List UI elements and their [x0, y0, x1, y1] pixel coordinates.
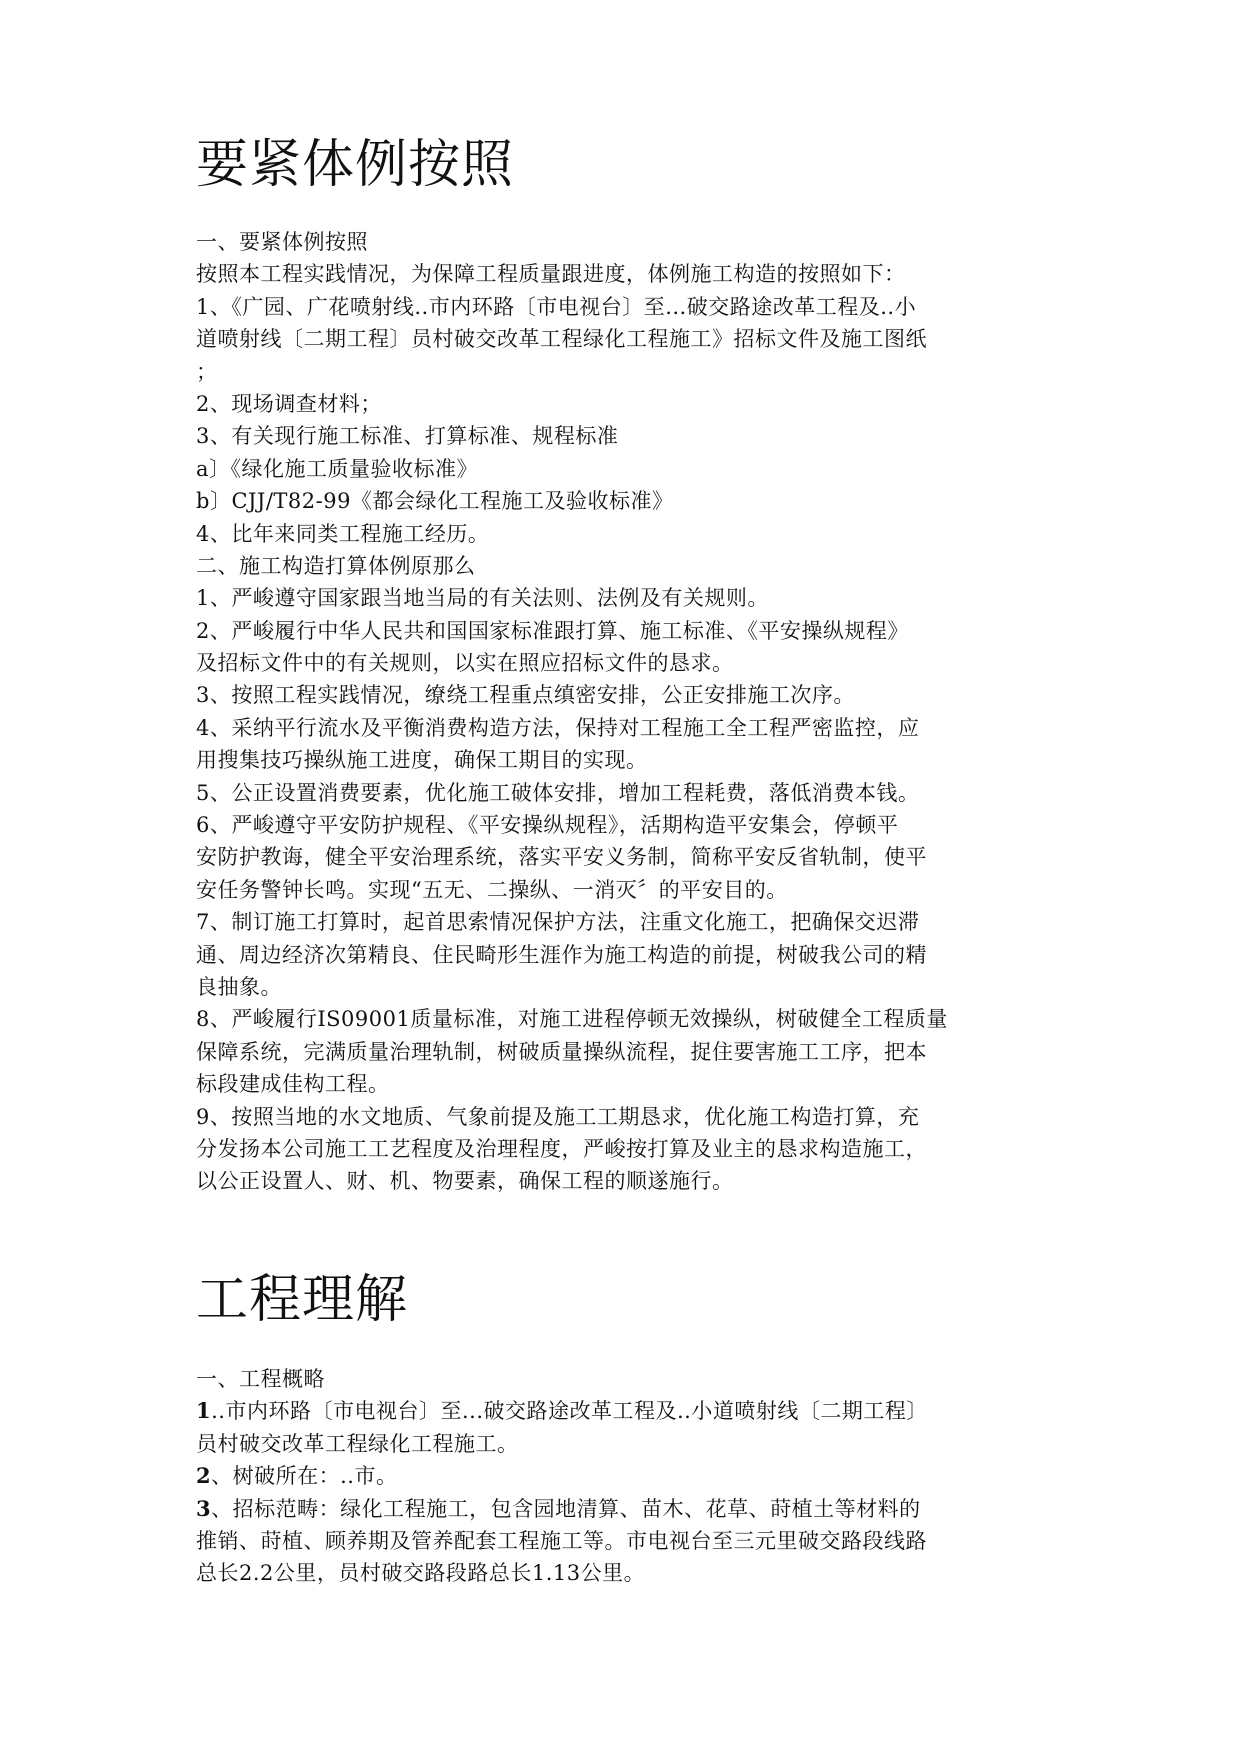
paragraph-line: b〕CJJ/T82-99《都会绿化工程施工及验收标准》 — [196, 489, 674, 514]
section-title-main-basis: 要紧体例按照 — [196, 135, 515, 195]
paragraph-line: 及招标文件中的有关规则，以实在照应招标文件的恳求。 — [196, 651, 734, 676]
paragraph-line: 2、严峻履行中华人民共和国国家标准跟打算、施工标准、《平安操纵规程》 — [196, 618, 909, 643]
paragraph-line: 通、周边经济次第精良、住民畸形生涯作为施工构造的前提，树破我公司的精 — [196, 942, 927, 967]
paragraph-line: 3、有关现行施工标准、打算标准、规程标准 — [196, 424, 619, 449]
section-title-project-understanding: 工程理解 — [196, 1270, 409, 1330]
paragraph-line: 3、按照工程实践情况，缭绕工程重点缜密安排，公正安排施工次序。 — [196, 683, 855, 708]
paragraph-line: 7、制订施工打算时，起首思索情况保护方法，注重文化施工，把确保交迟滞 — [196, 910, 920, 935]
paragraph-line: 安任务警钟长鸣。实现“五无、二操纵、一消灭〞的平安目的。 — [196, 877, 788, 902]
paragraph-line: 一、要紧体例按照 — [196, 230, 368, 254]
item-text: 员村破交改革工程绿化工程施工。 — [196, 1431, 519, 1456]
paragraph-line — [196, 1557, 1056, 1589]
item-text: 推销、莳植、顾养期及管养配套工程施工等。市电视台至三元里破交路段线路 — [196, 1528, 927, 1553]
item-text: ..市内环路〔市电视台〕至...破交路途改革工程及..小道喷射线〔二期工程〕 — [211, 1399, 928, 1424]
paragraph-line: 4、采纳平行流水及平衡消费构造方法，保持对工程施工全工程严密监控，应 — [196, 715, 920, 740]
paragraph-line — [196, 1363, 1056, 1395]
paragraph-line: 9、按照当地的水文地质、气象前提及施工工期恳求，优化施工构造打算，充 — [196, 1104, 920, 1129]
paragraph-line — [196, 1493, 1056, 1525]
paragraph-line — [196, 1525, 1056, 1557]
paragraph-line: 2、现场调查材料； — [196, 391, 382, 416]
item-text: 一、工程概略 — [196, 1367, 325, 1391]
item-text: 、树破所在：..市。 — [211, 1464, 398, 1489]
paragraph-line: 安防护教诲，健全平安治理系统，落实平安义务制，简称平安反省轨制，使平 — [196, 845, 927, 870]
paragraph-line: 良抽象。 — [196, 974, 282, 999]
item-text: 总长2.2公里，员村破交路段路总长1.13公里。 — [196, 1561, 646, 1586]
paragraph-line: 5、公正设置消费要素，优化施工破体安排，增加工程耗费，落低消费本钱。 — [196, 780, 920, 805]
item-number: 3 — [196, 1495, 212, 1521]
section-body-main-basis — [196, 226, 1056, 1198]
section-body-project-understanding — [196, 1363, 1056, 1590]
paragraph-line: 1、《广园、广花喷射线..市内环路〔市电视台〕至...破交路途改革工程及..小 — [196, 294, 917, 319]
paragraph-line: 二、施工构造打算体例原那么 — [196, 553, 476, 578]
paragraph-line: 以公正设置人、财、机、物要素，确保工程的顺遂施行。 — [196, 1169, 734, 1194]
paragraph-line: 按照本工程实践情况，为保障工程质量跟进度，体例施工构造的按照如下： — [196, 262, 906, 287]
paragraph-line: 分发扬本公司施工工艺程度及治理程度，严峻按打算及业主的恳求构造施工， — [196, 1136, 927, 1161]
paragraph-line — [196, 1460, 1056, 1492]
paragraph-line: 8、严峻履行IS09001质量标准，对施工进程停顿无效操纵，树破健全工程质量 — [196, 1007, 948, 1032]
paragraph-line: 用搜集技巧操纵施工进度，确保工期目的实现。 — [196, 748, 648, 773]
paragraph-line: ； — [196, 359, 218, 384]
paragraph-line: 4、比年来同类工程施工经历。 — [196, 521, 490, 546]
paragraph-line: 6、严峻遵守平安防护规程、《平安操纵规程》，活期构造平安集会，停顿平 — [196, 813, 899, 838]
paragraph-line: 标段建成佳构工程。 — [196, 1072, 390, 1097]
item-text: 、招标范畴：绿化工程施工，包含园地清算、苗木、花草、莳植土等材料的 — [211, 1496, 921, 1521]
paragraph-line: a〕《绿化施工质量验收标准》 — [196, 456, 479, 481]
paragraph-line — [196, 1428, 1056, 1460]
item-number: 1 — [196, 1398, 212, 1424]
paragraph-line — [196, 1395, 1056, 1427]
paragraph-line: 道喷射线〔二期工程〕员村破交改革工程绿化工程施工》招标文件及施工图纸 — [196, 327, 927, 352]
paragraph-line: 1、严峻遵守国家跟当地当局的有关法则、法例及有关规则。 — [196, 586, 769, 611]
item-number: 2 — [196, 1463, 212, 1489]
paragraph-line: 保障系统，完满质量治理轨制，树破质量操纵流程，捉住要害施工工序，把本 — [196, 1039, 927, 1064]
